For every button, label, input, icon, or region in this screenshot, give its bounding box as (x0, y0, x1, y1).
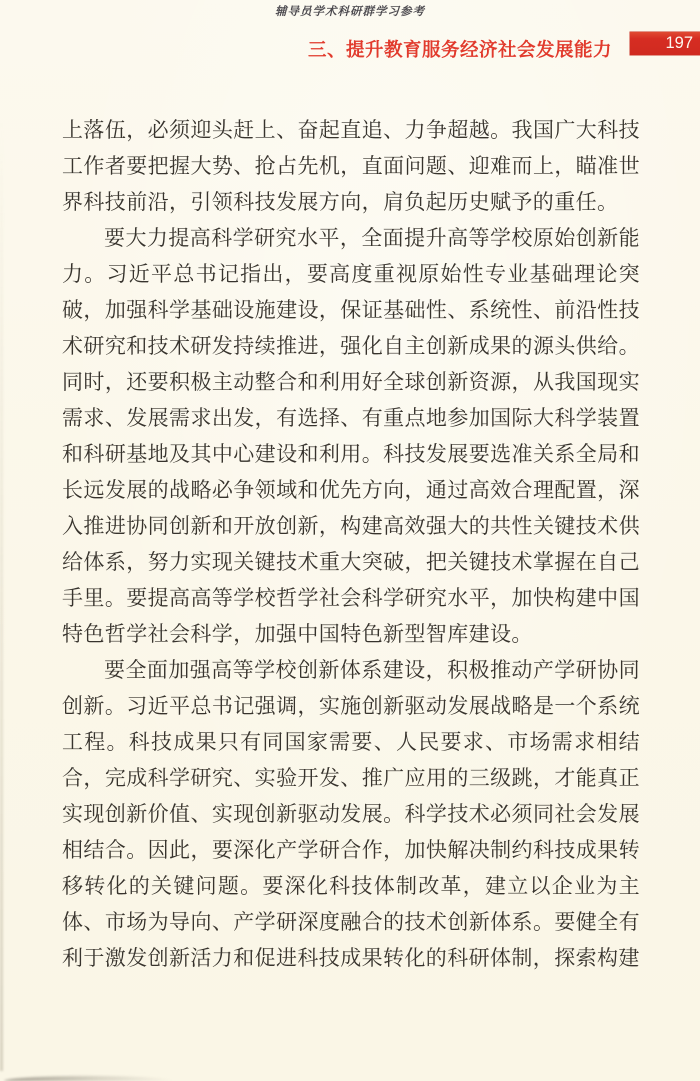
watermark-text: 辅导员学术科研群学习参考 (275, 4, 425, 18)
chapter-heading: 三、提升教育服务经济社会发展能力 (307, 39, 612, 60)
body-paragraph: 要大力提高科学研究水平，全面提升高等学校原始创新能力。习近平总书记指出，要高度重视原始性专业基础理论突破，加强科学基础设施建设，保证基础性、系统性、前沿性技术研究和技术研发持续推进，强化自主创新成果的源头供给。同时，还要积极主动整合和利用好全球创新资源，从我国现实需求、发展需求出发，有选择、有重点地参加国际大科学装置和科研基地及其中心建设和利用。科技发展要选准关系全局和长远发展的战略必争领域和优先方向，通过高效合理配置，深入推进协同创新和开放创新，构建高效强大的共性关键技术供给体系，努力实现关键技术重大突破，把关键技术掌握在自己手里。要提高高等学校哲学社会科学研究水平，加快构建中国特色哲学社会科学，加强中国特色新型智库建设。 (62, 226, 640, 646)
body-paragraph: 上落伍，必须迎头赶上、奋起直追、力争超越。我国广大科技工作者要把握大势、抢占先机，直面问题、迎难而上，瞄准世界科技前沿，引领科技发展方向，肩负起历史赋予的重任。 (62, 118, 640, 214)
page-number: 197 (665, 34, 693, 53)
page-edge-shadow-bottom (4, 1076, 174, 1081)
page-number-box (630, 32, 700, 55)
page-edge-shadow-left (0, 120, 3, 1071)
body-paragraph: 要全面加强高等学校创新体系建设，积极推动产学研协同创新。习近平总书记强调，实施创新驱动发展战略是一个系统工程。科技成果只有同国家需要、人民要求、市场需求相结合，完成科学研究、实验开发、推广应用的三级跳，才能真正实现创新价值、实现创新驱动发展。科学技术必须同社会发展相结合。因此，要深化产学研合作，加快解决制约科技成果转移转化的关键问题。要深化科技体制改革，建立以企业为主体、市场为导向、产学研深度融合的技术创新体系。要健全有利于激发创新活力和促进科技成果转化的科研体制，探索构建 (62, 658, 640, 970)
body-text-block (62, 112, 640, 976)
